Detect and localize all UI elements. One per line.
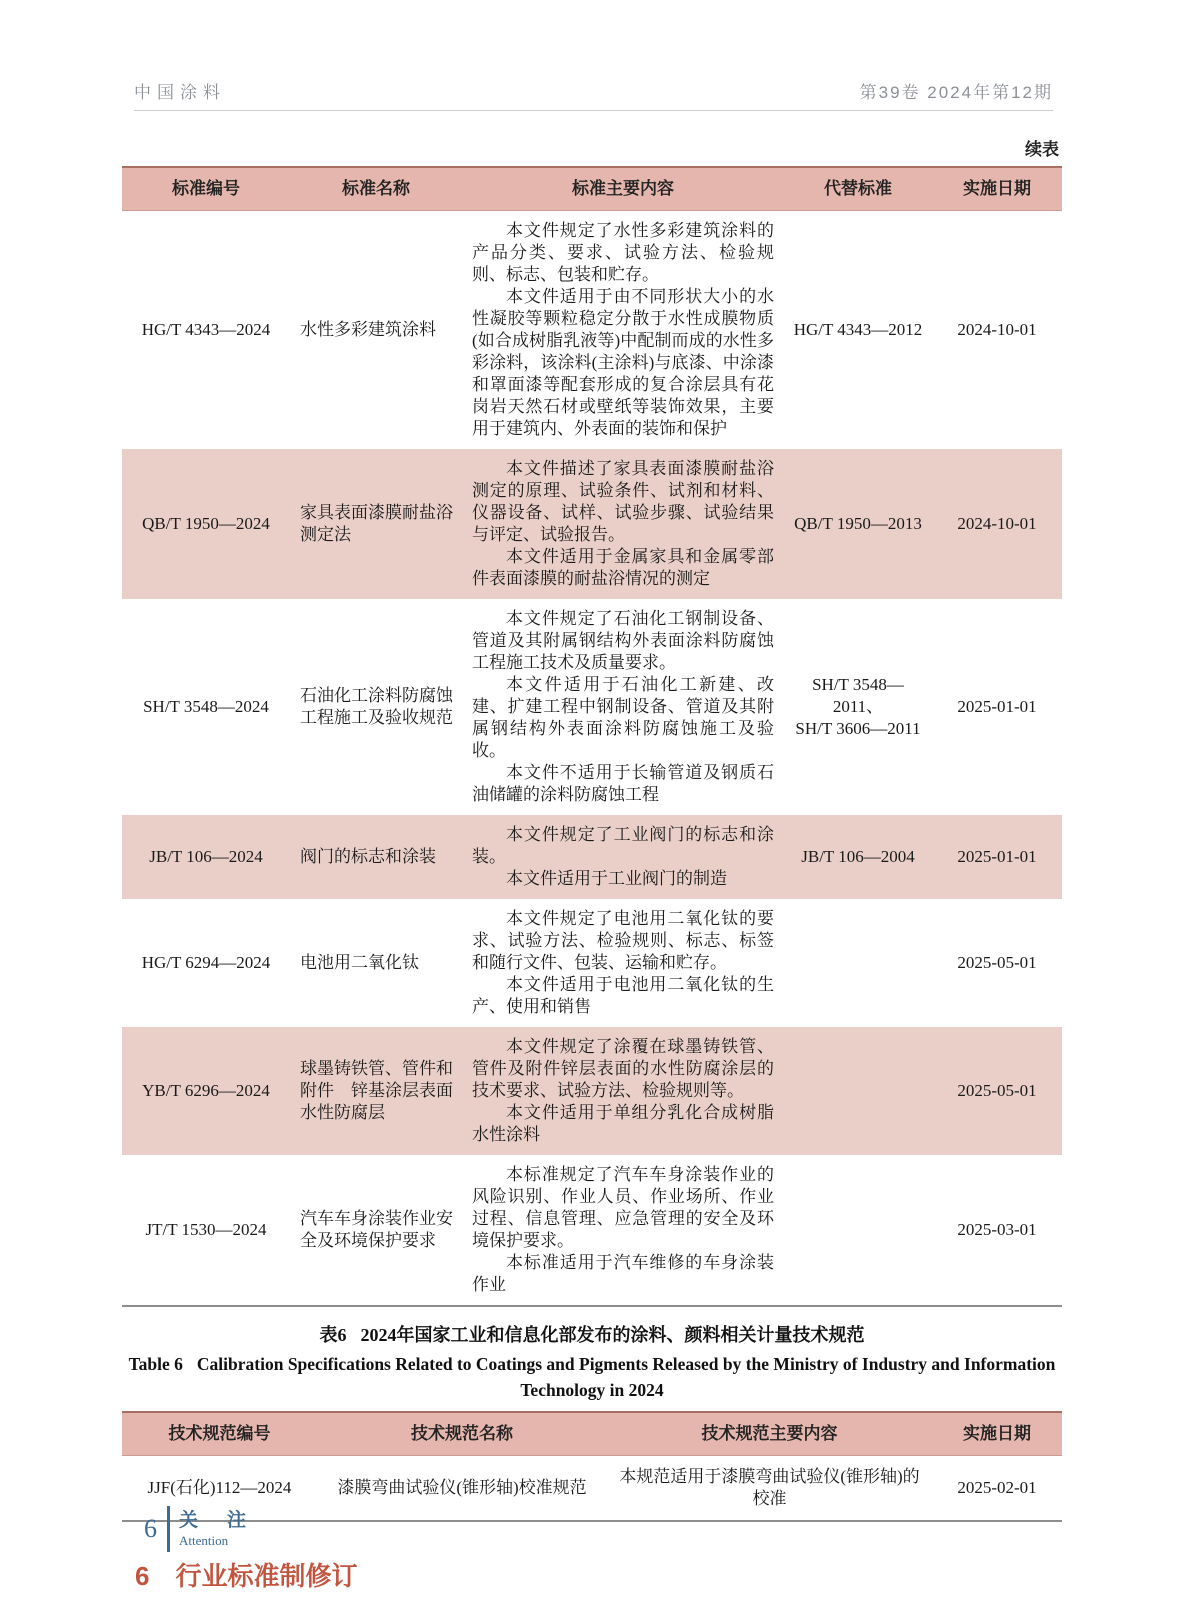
standard-code: HG/T 6294—2024 xyxy=(141,953,271,972)
content-paragraph: 本文件适用于工业阀门的制造 xyxy=(506,869,727,888)
standard-content xyxy=(462,815,784,899)
footer-label-zh: 关 注 xyxy=(179,1509,252,1531)
col-header-spec-code: 技术规范编号 xyxy=(122,1412,317,1456)
footer-label-en: Attention xyxy=(179,1532,229,1548)
content-paragraph: 本文件规定了工业阀门的标志和涂装。 xyxy=(472,825,774,866)
standard-name: 阀门的标志和涂装 xyxy=(290,815,462,899)
table-row xyxy=(122,899,1062,1027)
content-paragraph: 本文件适用于由不同形状大小的水性凝胶等颗粒稳定分散于水性成膜物质(如合成树脂乳液等)中配制而成的水性多彩涂料，该涂料(主涂料)与底漆、中涂漆和罩面漆等配套形成的复合涂层具有花岗岩天然石材或壁纸等装饰效果，主要用于建筑内、外表面的装饰和保护 xyxy=(472,287,774,438)
standard-name: 水性多彩建筑涂料 xyxy=(300,320,436,339)
content-paragraph: 本文件不适用于长输管道及钢质石油储罐的涂料防腐蚀工程 xyxy=(472,763,774,804)
replaced-standard xyxy=(784,899,932,1027)
standard-name: 汽车车身涂装作业安全及环境保护要求 xyxy=(300,1209,453,1250)
implementation-date: 2025-03-01 xyxy=(957,1220,1037,1239)
standard-name: 球墨铸铁管、管件和附件 锌基涂层表面水性防腐层 xyxy=(290,1027,462,1155)
replaced-standard xyxy=(784,1155,932,1306)
implementation-date: 2024-10-01 xyxy=(932,449,1062,599)
spec-code: JJF(石化)112—2024 xyxy=(147,1478,292,1497)
col-header-replaced: 代替标准 xyxy=(784,167,932,211)
content-paragraph: 本文件适用于电池用二氧化钛的生产、使用和销售 xyxy=(472,975,774,1016)
content-paragraph: 本标准规定了汽车车身涂装作业的风险识别、作业人员、作业场所、作业过程、信息管理、应急管理的安全及环境保护要求。 xyxy=(472,1165,774,1250)
standard-name: 电池用二氧化钛 xyxy=(300,953,419,972)
replaced-standard: QB/T 1950—2013 xyxy=(784,449,932,599)
section-number: 6 xyxy=(135,1561,150,1591)
standard-code: JT/T 1530—2024 xyxy=(145,1220,267,1239)
implementation-date: 2025-05-01 xyxy=(932,1027,1062,1155)
content-paragraph: 本文件规定了水性多彩建筑涂料的产品分类、要求、试验方法、检验规则、标志、包装和贮存。 xyxy=(472,221,774,284)
col-header-content: 标准主要内容 xyxy=(462,167,784,211)
standard-code: QB/T 1950—2024 xyxy=(122,449,290,599)
col-header-code: 标准编号 xyxy=(122,167,290,211)
journal-title: 中国涂料 xyxy=(134,83,226,102)
table-row xyxy=(122,1155,1062,1306)
replaced-standard: JB/T 106—2004 xyxy=(784,815,932,899)
issue-info: 第39卷 2024年第12期 xyxy=(859,83,1053,102)
spec-content: 本规范适用于漆膜弯曲试验仪(锥形轴)的校准 xyxy=(619,1467,920,1508)
standard-code: SH/T 3548—2024 xyxy=(143,697,269,716)
footer-labels xyxy=(179,1510,251,1548)
table-row xyxy=(122,449,1062,599)
page-footer xyxy=(144,1506,251,1552)
spec-date: 2025-02-01 xyxy=(957,1478,1037,1497)
standard-content xyxy=(462,599,784,815)
content-paragraph: 本文件适用于石油化工新建、改建、扩建工程中钢制设备、管道及其附属钢结构外表面涂料防腐蚀施工及验收。 xyxy=(472,675,774,760)
page-number: 6 xyxy=(144,1514,157,1543)
section-heading xyxy=(135,1556,1187,1593)
col-header-name: 标准名称 xyxy=(290,167,462,211)
footer-divider xyxy=(167,1506,170,1552)
content-paragraph: 本标准适用于汽车维修的车身涂装作业 xyxy=(472,1253,774,1294)
col-header-date: 实施日期 xyxy=(932,167,1062,211)
table-row xyxy=(122,1456,1062,1522)
page-header xyxy=(134,78,1053,111)
content-paragraph: 本文件描述了家具表面漆膜耐盐浴测定的原理、试验条件、试剂和材料、仪器设备、试样、试验步骤、试验结果与评定、试验报告。 xyxy=(472,459,774,544)
content-paragraph: 本文件规定了涂覆在球墨铸铁管、管件及附件锌层表面的水性防腐涂层的技术要求、试验方法、检验规则等。 xyxy=(472,1037,774,1100)
continued-label: 续表 xyxy=(1025,140,1059,159)
standard-content xyxy=(462,899,784,1027)
table6-caption-en: Table 6 Calibration Specifications Related to Coatings and Pigments Released by the Ministry of Industry and Information Technology in 2024 xyxy=(128,1354,1056,1400)
calibration-table xyxy=(122,1411,1062,1522)
replaced-standard: HG/T 4343—2012 xyxy=(793,320,923,339)
table-row xyxy=(122,1027,1062,1155)
section-title: 行业标准制修订 xyxy=(175,1561,358,1591)
standards-table xyxy=(122,166,1062,1307)
replaced-standard xyxy=(784,1027,932,1155)
content-paragraph: 本文件规定了石油化工钢制设备、管道及其附属钢结构外表面涂料防腐蚀工程施工技术及质量要求。 xyxy=(472,609,774,672)
table-row xyxy=(122,211,1062,450)
content-paragraph: 本文件适用于单组分乳化合成树脂水性涂料 xyxy=(472,1103,774,1144)
standard-content xyxy=(462,1155,784,1306)
standard-content xyxy=(462,449,784,599)
implementation-date: 2025-01-01 xyxy=(932,815,1062,899)
standard-code: YB/T 6296—2024 xyxy=(122,1027,290,1155)
col-header-spec-date: 实施日期 xyxy=(932,1412,1062,1456)
table6-caption-zh: 表6 2024年国家工业和信息化部发布的涂料、颜料相关计量技术规范 xyxy=(319,1325,865,1345)
standard-code: HG/T 4343—2024 xyxy=(141,320,271,339)
standard-name: 家具表面漆膜耐盐浴测定法 xyxy=(290,449,462,599)
col-header-spec-content: 技术规范主要内容 xyxy=(607,1412,932,1456)
content-paragraph: 本文件规定了电池用二氧化钛的要求、试验方法、检验规则、标志、标签和随行文件、包装、运输和贮存。 xyxy=(472,909,774,972)
standard-content xyxy=(462,1027,784,1155)
implementation-date: 2024-10-01 xyxy=(957,320,1037,339)
standard-content xyxy=(462,211,784,450)
implementation-date: 2025-05-01 xyxy=(957,953,1037,972)
standard-name: 石油化工涂料防腐蚀工程施工及验收规范 xyxy=(300,686,453,727)
replaced-standard: SH/T 3548—2011、 SH/T 3606—2011 xyxy=(795,675,921,738)
standard-code: JB/T 106—2024 xyxy=(122,815,290,899)
table-row xyxy=(122,599,1062,815)
col-header-spec-name: 技术规范名称 xyxy=(317,1412,607,1456)
table-row xyxy=(122,815,1062,899)
content-paragraph: 本文件适用于金属家具和金属零部件表面漆膜的耐盐浴情况的测定 xyxy=(472,547,774,588)
calibration-table-header xyxy=(122,1412,1062,1456)
implementation-date: 2025-01-01 xyxy=(957,697,1037,716)
spec-name: 漆膜弯曲试验仪(锥形轴)校准规范 xyxy=(337,1478,587,1497)
standards-table-header xyxy=(122,167,1062,211)
